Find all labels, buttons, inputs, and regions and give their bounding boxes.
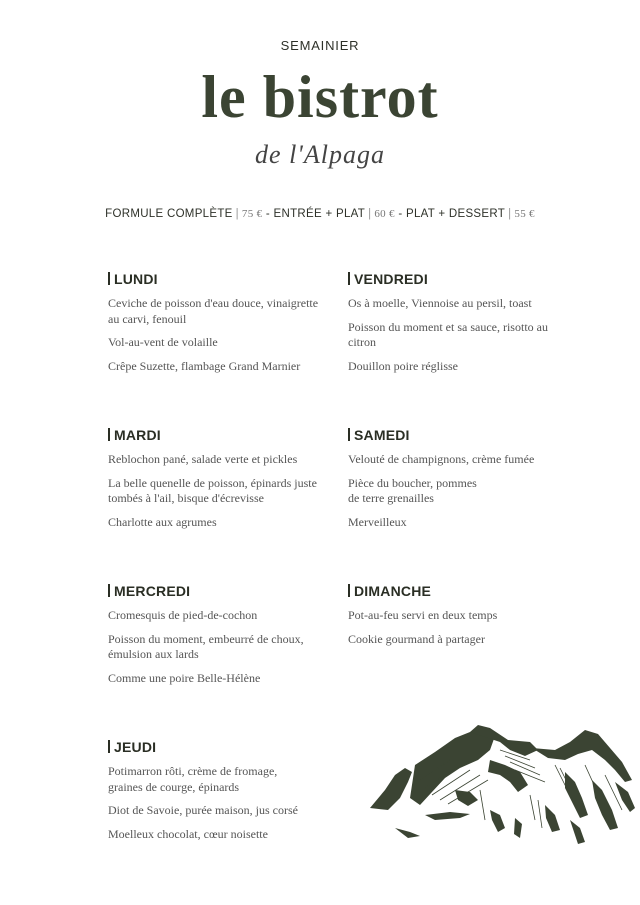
dish: Os à moelle, Viennoise au persil, toast [348,296,532,310]
dish: Comme une poire Belle-Hélène [108,670,261,685]
formula-complete-price: 75 € [241,208,263,220]
bar-icon [348,584,350,597]
page-title: le bistrot [201,64,439,130]
dish: Vol-au-vent de volaille [108,335,218,349]
bar-icon [108,740,110,753]
dish: Poisson du moment et sa sauce, risotto au citron [348,319,548,349]
day-title: LUNDI [114,271,158,287]
dish: Potimarron rôti, crème de fromage, graines de courge, épinards [108,764,278,794]
formula-complete-label: FORMULE COMPLÈTE [105,208,233,220]
dish: Douillon poire réglisse [348,358,458,373]
day-title: SAMEDI [354,427,410,443]
day-jeudi [108,739,323,850]
bar-icon [348,272,350,285]
day-title: VENDREDI [354,271,428,287]
day-mercredi [108,583,323,694]
dish: Pièce du boucher, pommes de terre grenailles [348,475,477,505]
bar-icon [108,272,110,285]
dish: Merveilleux [348,514,407,529]
dish: Cromesquis de pied-de-cochon [108,608,258,622]
formula-entree-plat-price: 60 € [374,208,395,220]
day-vendredi [348,271,563,382]
dish: Moelleux chocolat, cœur noisette [108,826,268,841]
day-title: JEUDI [114,739,157,755]
kicker: SEMAINIER [280,38,360,53]
day-samedi [348,427,563,538]
day-mardi [108,427,323,538]
dish: Diot de Savoie, purée maison, jus corsé [108,803,298,817]
dish: La belle quenelle de poisson, épinards juste tombés à l'ail, bisque d'écrevisse [108,475,317,505]
dish: Reblochon pané, salade verte et pickles [108,452,298,466]
day-title: MERCREDI [114,583,191,599]
dish: Pot-au-feu servi en deux temps [348,608,498,622]
dish: Charlotte aux agrumes [108,514,217,529]
bar-icon [348,428,350,441]
day-lundi [108,271,323,382]
formula-plat-dessert-price: 55 € [514,208,535,220]
formula-plat-dessert-label: PLAT + DESSERT [405,208,506,220]
dish: Velouté de champignons, crème fumée [348,452,535,466]
formula-entree-plat-label: ENTRÉE + PLAT [273,208,366,220]
mountain-sketch-icon [360,720,640,865]
dish: Ceviche de poisson d'eau douce, vinaigrette au carvi, fenouil [108,296,319,326]
bar-icon [108,428,110,441]
formula-line: FORMULE COMPLÈTE | 75 € - ENTRÉE + PLAT | 60 € - PLAT + DESSERT | 55 € [105,208,535,220]
dish: Crêpe Suzette, flambage Grand Marnier [108,358,301,373]
day-title: DIMANCHE [354,583,432,599]
day-title: MARDI [114,427,161,443]
day-dimanche [348,583,563,655]
bar-icon [108,584,110,597]
page-subtitle: de l'Alpaga [255,140,385,169]
dish: Cookie gourmand à partager [348,631,485,646]
dish: Poisson du moment, embeurré de choux, émulsion aux lards [108,631,304,661]
